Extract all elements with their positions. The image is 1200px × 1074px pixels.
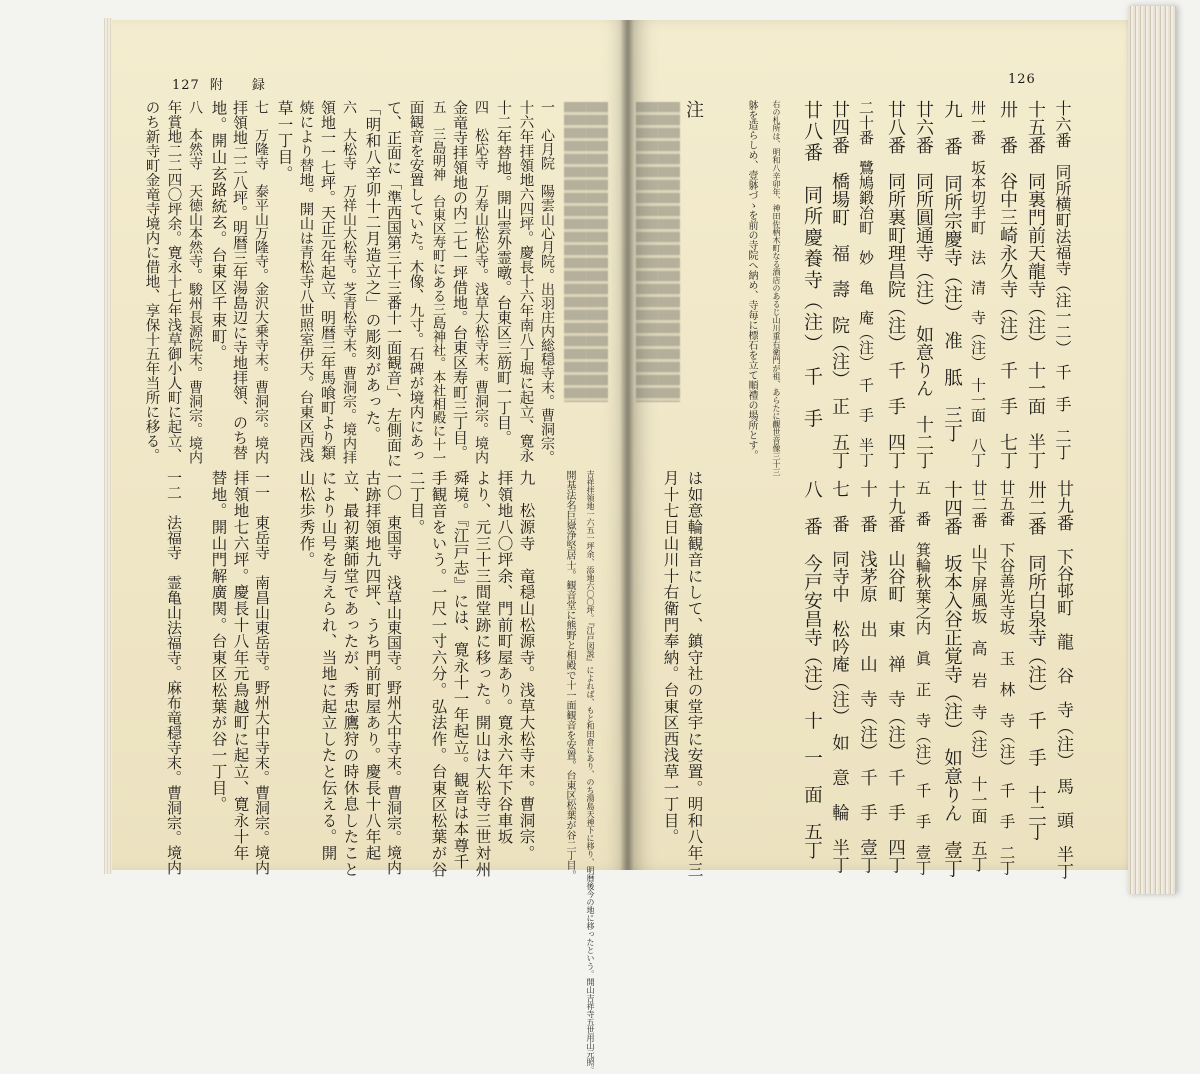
note-column: 草一丁目。 [275, 100, 294, 182]
list-entry: 五 番 箕輪秋葉之内 眞 正 寺（注） 千 手 壹丁 [913, 480, 932, 876]
list-entry: 廿四番 橋場町 福 壽 院（注） 正 五丁 [829, 100, 850, 469]
note-column: 四 松応寺 万寿山松応寺。浅草大松寺末。曹洞宗。境内 [473, 100, 489, 464]
list-entry: 十 番 浅茅原 出 山 寺（注） 千 手 壹丁 [857, 480, 878, 874]
right-page-number: 126 [1008, 72, 1036, 87]
note-column: 十二年替地。開山雲外霊暾。台東区三筋町一丁目。 [495, 100, 513, 445]
faded-text-column [658, 102, 680, 402]
note-column: 開基法名巨嶽浄堅居士。観音堂に熊野と相殿で十一面観音を安置。台東区松葉が谷二丁目。 [564, 470, 575, 880]
note-column: 面観音を安置していた。木像、九寸。石碑が境内にあっ [407, 100, 424, 463]
list-entry: 卅二番 同所白泉寺（注） 千 手 十二丁 [1025, 480, 1047, 841]
closing-text: 躰を造らしめ、壹躰づゝを前の寺院へ納め、寺毎に標石を立て順禮の場所とす。 [746, 100, 757, 460]
list-entry: 卅 番 谷中三崎永久寺（注） 千 手 七丁 [997, 100, 1018, 469]
note-column: により山号を与えられ、当地に起立したと伝える。開 [319, 470, 338, 862]
list-entry: 廿五番 下谷善光寺坂 玉 林 寺（注） 千 手 二丁 [997, 480, 1016, 876]
list-entry: 八 番 今戸安昌寺（注） 十 一 面 五丁 [801, 480, 823, 860]
note-column: 地。開山玄路統玄。台東区千束町。 [209, 100, 228, 361]
note-column: 拝領地七六坪。慶長十八年元鳥越町に起立、寛永十年 [231, 470, 250, 862]
note-column: 二丁目。 [407, 470, 426, 536]
list-entry: 廿八番 同所慶養寺（注） 千 手 [801, 100, 823, 430]
note-column: て、正面に「準西国第三十三番十一面観音」、左側面に [385, 100, 403, 468]
note-column: 十六年拝領地六四坪。慶長十六年南八丁堀に起立、寛永 [517, 100, 534, 463]
note-column: 一一 東岳寺 南昌山東岳寺。野州大中寺末。曹洞宗。境内 [253, 470, 271, 875]
section-title: 附 録 [209, 78, 273, 93]
note-column: 一二 法福寺 霊亀山法福寺。麻布竜穏寺末。曹洞宗。境内 [165, 470, 183, 875]
list-entry: 十四番 坂本入谷正覚寺（注） 如意りん 壹丁 [941, 480, 963, 878]
faded-text-column [586, 102, 608, 402]
note-column: 一 心月院 陽雲山心月院。出羽庄内総穏寺末。曹洞宗。 [539, 100, 555, 464]
note-column: 山松歩秀作。 [297, 470, 316, 568]
note-column: 六 大松寺 万祥山大松寺。芝青松寺末。曹洞宗。境内拝 [341, 100, 357, 464]
note-column: 立、最初薬師堂であったが、秀忠鷹狩の時休息したこと [341, 470, 360, 878]
list-entry: 廿八番 同所裏町理昌院（注） 千 手 四丁 [885, 100, 906, 469]
note-column: 一〇 東国寺 浅草山東国寺。野州大中寺末。曹洞宗。境内 [385, 470, 403, 875]
note-column: 舜境。『江戸志』には、寛永十一年起立。観音は本尊千 [451, 470, 470, 870]
note-column: 手観音をいう。一尺一寸六分。弘法作。台東区松葉が谷 [429, 470, 448, 878]
note-column: 八 本然寺 天徳山本然寺。駿州長源院末。曹洞宗。境内 [187, 100, 203, 464]
notes-heading: 注 [683, 100, 704, 118]
left-page-edge [104, 18, 112, 874]
note-column: 「明和八辛卯十二月造立之」の彫刻があった。 [363, 100, 382, 443]
book-gutter [620, 20, 634, 870]
note-column: 月十七日山川十右衛門奉納。台東区西浅草一丁目。 [661, 470, 680, 845]
note-column: 金竜寺拝領地の内二七一坪借地。台東区寿町三丁目。 [451, 100, 469, 460]
faded-text-column [564, 102, 586, 402]
note-column: より、元三十三間堂跡に移った。開山は大松寺三世対州 [473, 470, 492, 878]
note-column: のち新寺町金竜寺境内に借地、享保十五年当所に移る。 [143, 100, 160, 463]
list-entry: 二十番 鷺鳩鍛冶町 妙 亀 庵（注） 千 手 半丁 [857, 100, 875, 468]
note-column: は如意輪観音にして、鎮守社の堂宇に安置。明和八年三 [685, 470, 704, 878]
list-entry: 十五番 同裏門前天龍寺（注） 十一面 半丁 [1025, 100, 1046, 469]
list-entry: 十六番 同所横町法福寺（注一二） 千 手 二丁 [1053, 100, 1072, 460]
note-column: 五 三島明神 台東区寿町にある三島神社。本社相殿に十一 [429, 100, 446, 465]
note-column: 年賞地二二四〇坪余。寛永十七年浅草御小人町に起立、 [165, 100, 182, 463]
list-entry: 廿六番 同所圓通寺（注） 如意りん 十二丁 [913, 100, 934, 469]
list-entry: 廿九番 下谷邨町 龍 谷 寺（注） 馬 頭 半丁 [1053, 480, 1073, 880]
list-entry: 卅一番 坂本切手町 法 清 寺（注） 十一面 八丁 [969, 100, 987, 468]
note-column: 吉祥拝領地一六五一坪余、添地六〇〇坪。『江戸図説』によれば、もと和田倉にあり、のち湯島天神下に移り、明暦後今の地に移ったという。開山吉祥寺五世用山元照。 [586, 470, 595, 1074]
list-entry: 九 番 同所宗慶寺（注） 准 胝 三丁 [941, 100, 963, 443]
note-column: 拝領地八〇坪余、門前町屋あり。寛永六年下谷車坂 [495, 470, 514, 845]
note-column: 焼により替地。開山は青松寺八世照室伊天。台東区西浅 [297, 100, 314, 463]
note-column: 領地一一七坪。天正元年起立、明暦三年馬喰町より類 [319, 100, 337, 460]
page-edges [1128, 6, 1176, 894]
left-page-number: 127 [172, 78, 200, 93]
list-entry: 廿二番 山下屏風坂 高 岩 寺（注） 十一面 五丁 [969, 480, 988, 872]
list-entry: 七 番 同寺中 松吟庵（注） 如 意 輪 半丁 [829, 480, 850, 874]
closing-text: 右の札所は、明和八辛卯年、神田佐柄木町なる酒店のあるじ山川重右衛門が祖、あらたに觀世音像三十三 [772, 100, 781, 476]
note-column: 古跡拝領地九四坪、うち門前町屋あり。慶長十八年起 [363, 470, 382, 862]
list-entry: 十九番 山谷町 東 禅 寺（注） 千 手 四丁 [885, 480, 906, 874]
note-column: 九 松源寺 竜穏山松源寺。浅草大松寺末。曹洞宗。 [517, 470, 536, 862]
left-running-head [172, 74, 273, 93]
note-column: 七 万隆寺 泰平山万隆寺。金沢大乗寺末。曹洞宗。境内 [253, 100, 269, 464]
note-column: 拝領地二二八坪。明暦三年湯島辺に寺地拝領、のち替 [231, 100, 249, 460]
note-column: 替地。開山門解廣関。台東区松葉が谷一丁目。 [209, 470, 228, 813]
faded-text-column [636, 102, 658, 402]
